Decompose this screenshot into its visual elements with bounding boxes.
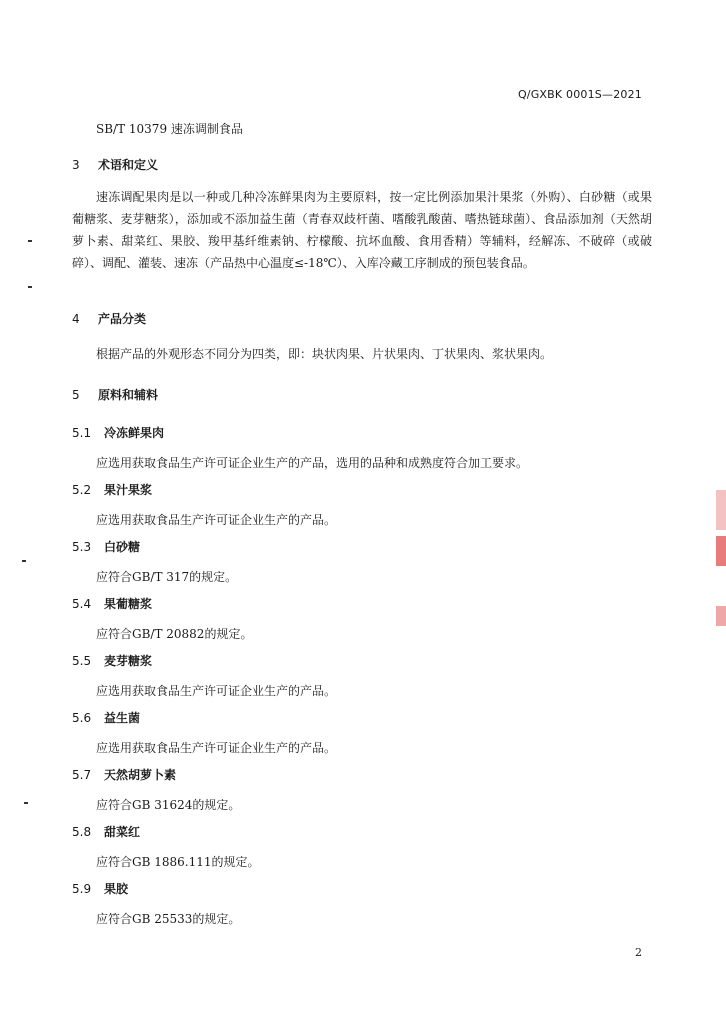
scan-speck bbox=[28, 240, 32, 242]
subsection-title: 白砂糖 bbox=[104, 540, 141, 554]
seal-edge-mark bbox=[716, 490, 726, 530]
subsection-5-1-text: 应选用获取食品生产许可证企业生产的产品，选用的品种和成熟度符合加工要求。 bbox=[96, 456, 529, 470]
subsection-5-9-heading bbox=[72, 880, 128, 897]
section-4-heading bbox=[72, 310, 146, 327]
section-number: 3 bbox=[72, 158, 80, 172]
section-title: 术语和定义 bbox=[98, 158, 159, 172]
subsection-number: 5.6 bbox=[72, 711, 92, 725]
subsection-title: 果汁果浆 bbox=[104, 483, 153, 497]
subsection-number: 5.4 bbox=[72, 597, 92, 611]
section-number: 5 bbox=[72, 388, 80, 402]
subsection-5-5-text: 应选用获取食品生产许可证企业生产的产品。 bbox=[96, 684, 337, 698]
subsection-5-8-heading bbox=[72, 823, 140, 840]
normative-reference: SB/T 10379 速冻调制食品 bbox=[96, 122, 243, 136]
subsection-title: 益生菌 bbox=[104, 711, 141, 725]
subsection-title: 甜菜红 bbox=[104, 825, 141, 839]
section-title: 产品分类 bbox=[98, 312, 147, 326]
subsection-5-6-heading bbox=[72, 709, 140, 726]
scan-speck bbox=[28, 286, 32, 288]
subsection-title: 冷冻鲜果肉 bbox=[104, 426, 165, 440]
subsection-5-3-heading bbox=[72, 538, 140, 555]
subsection-5-4-text: 应符合GB/T 20882的规定。 bbox=[96, 627, 253, 641]
section-title: 原料和辅料 bbox=[98, 388, 159, 402]
subsection-title: 果葡糖浆 bbox=[104, 597, 153, 611]
subsection-5-4-heading bbox=[72, 595, 152, 612]
subsection-5-9-text: 应符合GB 25533的规定。 bbox=[96, 912, 241, 926]
seal-edge-mark bbox=[716, 536, 726, 566]
section-number: 4 bbox=[72, 312, 80, 326]
subsection-number: 5.7 bbox=[72, 768, 92, 782]
subsection-number: 5.8 bbox=[72, 825, 92, 839]
subsection-5-8-text: 应符合GB 1886.111的规定。 bbox=[96, 855, 260, 869]
section-3-heading bbox=[72, 156, 158, 173]
subsection-5-2-text: 应选用获取食品生产许可证企业生产的产品。 bbox=[96, 513, 337, 527]
subsection-number: 5.5 bbox=[72, 654, 92, 668]
subsection-title: 麦芽糖浆 bbox=[104, 654, 153, 668]
scan-speck bbox=[22, 560, 26, 562]
subsection-5-7-heading bbox=[72, 766, 176, 783]
subsection-number: 5.1 bbox=[72, 426, 92, 440]
subsection-number: 5.2 bbox=[72, 483, 92, 497]
subsection-number: 5.9 bbox=[72, 882, 92, 896]
subsection-5-3-text: 应符合GB/T 317的规定。 bbox=[96, 570, 238, 584]
page-number: 2 bbox=[635, 946, 642, 959]
subsection-number: 5.3 bbox=[72, 540, 92, 554]
definition-paragraph: 速冻调配果肉是以一种或几种冷冻鲜果肉为主要原料，按一定比例添加果汁果浆（外购）、白砂糖（或果葡糖浆、麦芽糖浆），添加或不添加益生菌（青春双歧杆菌、嗜酸乳酸菌、嗜热链球菌）、食品添加剂（天然胡萝卜素、甜菜红、果胶、羧甲基纤维素钠、柠檬酸、抗坏血酸、食用香精）等辅料，经解冻、不破碎（或破碎）、调配、灌装、速冻（产品热中心温度≤-18℃）、入库冷藏工序制成的预包装食品。 bbox=[72, 190, 652, 270]
subsection-5-6-text: 应选用获取食品生产许可证企业生产的产品。 bbox=[96, 741, 337, 755]
subsection-5-2-heading bbox=[72, 481, 152, 498]
subsection-title: 天然胡萝卜素 bbox=[104, 768, 177, 782]
document-code: Q/GXBK 0001S—2021 bbox=[517, 88, 642, 101]
scan-speck bbox=[24, 802, 28, 804]
subsection-5-7-text: 应符合GB 31624的规定。 bbox=[96, 798, 241, 812]
subsection-5-1-heading bbox=[72, 424, 164, 441]
section-5-heading bbox=[72, 386, 158, 403]
classification-paragraph: 根据产品的外观形态不同分为四类，即：块状肉果、片状果肉、丁状果肉、浆状果肉。 bbox=[96, 347, 553, 361]
subsection-5-5-heading bbox=[72, 652, 152, 669]
seal-edge-mark bbox=[716, 606, 726, 626]
subsection-title: 果胶 bbox=[104, 882, 129, 896]
